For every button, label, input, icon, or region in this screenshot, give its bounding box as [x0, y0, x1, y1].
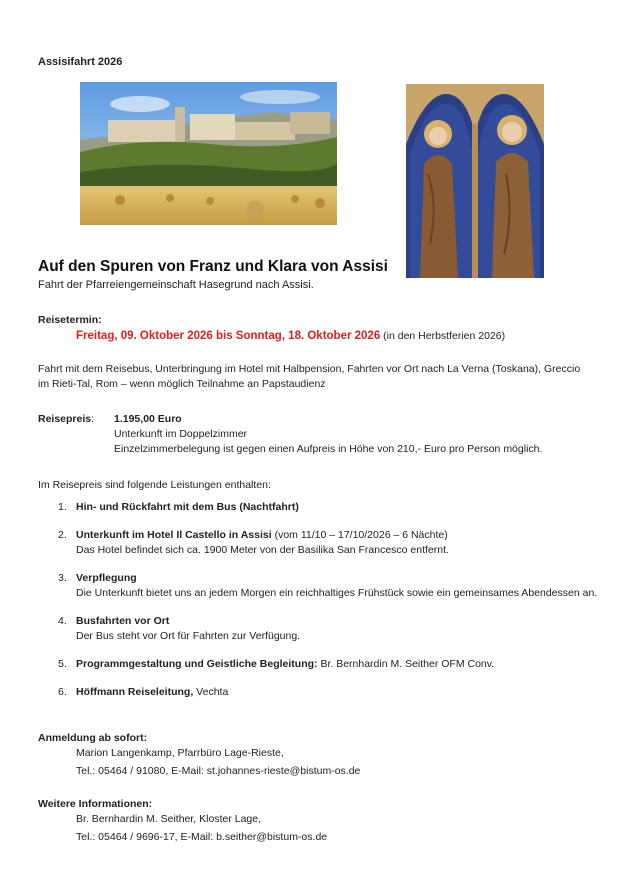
list-item-rest: Vechta: [193, 686, 229, 698]
list-item-rest: (vom 11/10 – 17/10/2026 – 6 Nächte): [271, 529, 448, 541]
travel-date-line: [76, 329, 505, 344]
list-item: [38, 685, 598, 700]
list-item-detail: Das Hotel befindet sich ca. 1900 Meter von der Basilika San Francesco entfernt.: [76, 544, 449, 556]
list-item-title: Hin- und Rückfahrt mit dem Bus (Nachtfahrt): [76, 501, 299, 513]
assisi-landscape-image: [80, 82, 337, 225]
list-item-number: 4.: [58, 615, 67, 627]
list-item: [38, 571, 598, 601]
more-info-label: Weitere Informationen:: [38, 798, 153, 810]
travel-date-note: (in den Herbstferien 2026): [380, 330, 506, 342]
price-line-double-room: Unterkunft im Doppelzimmer: [114, 428, 248, 440]
price-line-single-room: Einzelzimmerbelegung ist gegen einen Aufpreis in Höhe von 210,- Euro pro Person möglich.: [114, 443, 543, 455]
list-item-number: 1.: [58, 501, 67, 513]
included-services-list: [38, 500, 598, 700]
list-item: [38, 614, 598, 644]
list-item-rest: Br. Bernhardin M. Seither OFM Conv.: [317, 658, 495, 670]
document-header-title: Assisifahrt 2026: [38, 56, 123, 68]
list-item-title: Programmgestaltung und Geistliche Begleitung:: [76, 658, 318, 670]
price-label-colon: :: [91, 413, 95, 425]
list-item-number: 2.: [58, 529, 67, 541]
list-item-title: Verpflegung: [76, 572, 137, 584]
list-item: [38, 657, 598, 672]
included-intro: Im Reisepreis sind folgende Leistungen enthalten:: [38, 479, 271, 491]
more-info-contact-name: Br. Bernhardin M. Seither, Kloster Lage,: [76, 813, 262, 825]
price-label-text: Reisepreis: [38, 413, 92, 425]
more-info-contact-details: Tel.: 05464 / 9696-17, E-Mail: b.seither@bistum-os.de: [76, 831, 328, 843]
registration-label: Anmeldung ab sofort:: [38, 732, 148, 744]
registration-contact-details: Tel.: 05464 / 91080, E-Mail: st.johannes-rieste@bistum-os.de: [76, 765, 361, 777]
travel-date-label: Reisetermin:: [38, 314, 102, 326]
list-item-number: 5.: [58, 658, 67, 670]
list-item: [38, 528, 598, 558]
list-item-detail: Der Bus steht vor Ort für Fahrten zur Verfügung.: [76, 630, 301, 642]
trip-description: Fahrt mit dem Reisebus, Unterbringung im Hotel mit Halbpension, Fahrten vor Ort nach La Verna (Toskana), Greccio im Rieti-Tal, Rom – wenn möglich Teilnahme an Papstaudienz: [38, 363, 581, 390]
registration-contact-name: Marion Langenkamp, Pfarrbüro Lage-Rieste,: [76, 747, 284, 759]
sub-headline: Fahrt der Pfarreiengemeinschaft Hasegrund nach Assisi.: [38, 279, 314, 291]
list-item-title: Unterkunft im Hotel Il Castello in Assisi: [76, 529, 272, 541]
price-amount: 1.195,00 Euro: [114, 413, 182, 425]
travel-date-range: Freitag, 09. Oktober 2026 bis Sonntag, 18. Oktober 2026: [76, 330, 381, 342]
list-item-detail: Die Unterkunft bietet uns an jedem Morgen ein reichhaltiges Frühstück sowie ein gemeinsames Abendessen an.: [76, 587, 598, 599]
registration-contact: [76, 746, 360, 779]
main-headline: Auf den Spuren von Franz und Klara von Assisi: [38, 258, 388, 275]
franz-klara-fresco-image: [406, 84, 544, 278]
price-label: [38, 412, 94, 427]
list-item-number: 6.: [58, 686, 67, 698]
list-item-title: Busfahrten vor Ort: [76, 615, 170, 627]
price-block: [114, 412, 542, 457]
list-item-number: 3.: [58, 572, 67, 584]
list-item-title: Höffmann Reiseleitung,: [76, 686, 194, 698]
list-item: [38, 500, 598, 515]
more-info-contact: [76, 812, 327, 845]
